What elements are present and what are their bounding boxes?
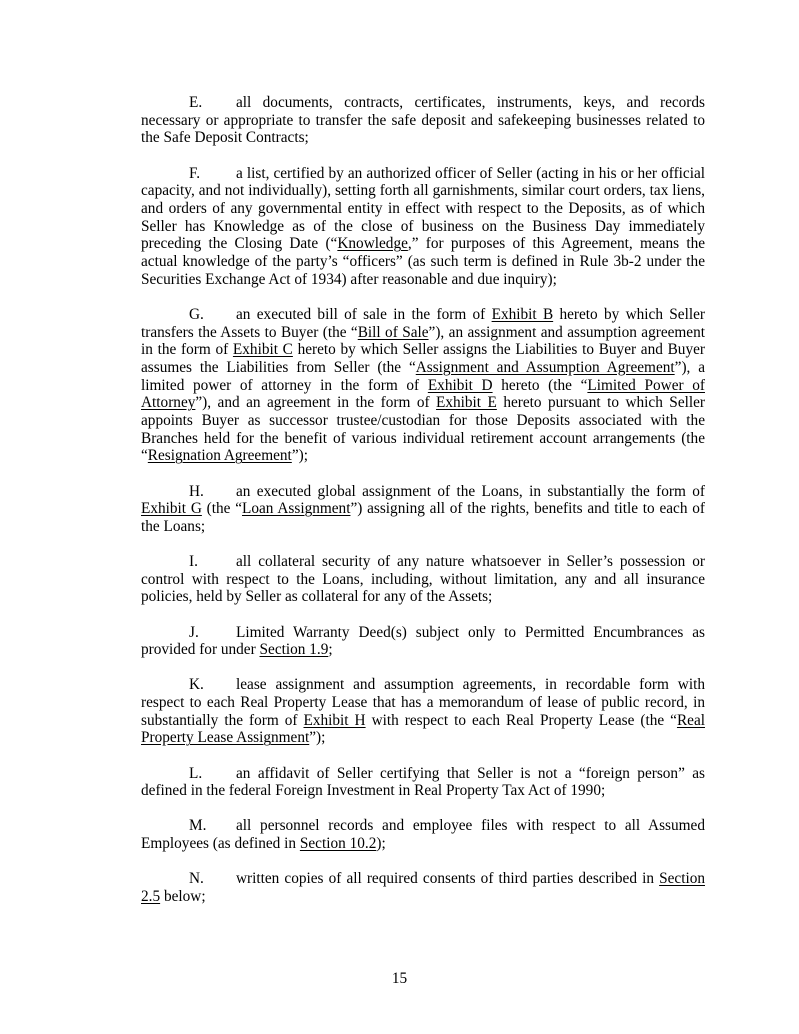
paragraph-text: ); — [376, 835, 386, 853]
exhibit-e-reference: Exhibit E — [436, 394, 497, 412]
paragraph-text: written copies of all required consents of third parties described in — [236, 870, 660, 888]
paragraph-letter: H. — [189, 482, 204, 500]
exhibit-d-reference: Exhibit D — [427, 376, 493, 394]
paragraph-k — [141, 676, 705, 747]
paragraph-g — [141, 306, 705, 465]
section-2-5-reference: Section 2.5 — [141, 870, 705, 905]
section-10-2-reference: Section 10.2 — [299, 835, 377, 853]
paragraph-letter: L. — [189, 764, 203, 782]
defined-term-resignation-agreement: Resignation Agreement — [147, 447, 292, 465]
defined-term-loan-assignment: Loan Assignment — [242, 500, 351, 518]
defined-term-limited-power-of-attorney: Limited Power of Attorney — [141, 376, 705, 412]
paragraph-text: ”), a limited power of attorney in the form of — [141, 358, 705, 394]
paragraph-text: all collateral security of any nature whatsoever in Seller’s possession or control with respect to the Loans, including, without limitation, any and all insurance policies, held by Seller as collateral for any of the Assets; — [141, 553, 705, 606]
paragraph-text: ”); — [309, 729, 326, 747]
paragraph-n — [141, 870, 705, 905]
paragraph-letter: J. — [189, 623, 199, 641]
paragraph-text: a list, certified by an authorized officer of Seller (acting in his or her official capacity, and not individually), setting forth all garnishments, similar court orders, tax liens, and orders of any governmental entity in effect with respect to the Deposits, as of which Seller has Knowledge as of the close of business on the Business Day immediately preceding the Closing Date (“ — [141, 164, 705, 253]
paragraph-letter: G. — [189, 305, 204, 323]
paragraph-text: ”), an assignment and assumption agreement in the form of — [141, 323, 705, 359]
paragraph-text: all documents, contracts, certificates, instruments, keys, and records necessary or appropriate to transfer the safe deposit and safekeeping businesses related to the Safe Deposit Contracts; — [141, 94, 705, 147]
document-body — [141, 94, 705, 923]
paragraph-text: with respect to each Real Property Lease (the “ — [365, 711, 677, 729]
paragraph-text: all personnel records and employee files with respect to all Assumed Employees (as defined in — [141, 817, 705, 853]
paragraph-text: an affidavit of Seller certifying that Seller is not a “foreign person” as defined in the federal Foreign Investment in Real Property Tax Act of 1990; — [141, 764, 705, 800]
paragraph-l — [141, 765, 705, 800]
paragraph-m — [141, 817, 705, 852]
exhibit-h-reference: Exhibit H — [303, 711, 366, 729]
paragraph-letter: E. — [189, 94, 203, 111]
paragraph-text: ”) assigning all of the rights, benefits and title to each of the Loans; — [141, 500, 705, 535]
paragraph-text: lease assignment and assumption agreements, in recordable form with respect to each Real Property Lease that has a memorandum of lease of public record, in substantially the form of — [141, 676, 705, 729]
exhibit-c-reference: Exhibit C — [232, 341, 293, 359]
paragraph-letter: M. — [189, 817, 207, 835]
paragraph-text: ”), and an agreement in the form of — [195, 394, 437, 412]
defined-term-assignment-assumption: Assignment and Assumption Agreement — [415, 358, 675, 376]
defined-term-bill-of-sale: Bill of Sale — [357, 323, 429, 341]
paragraph-f — [141, 165, 705, 289]
paragraph-text: Limited Warranty Deed(s) subject only to Permitted Encumbrances as provided for under — [141, 623, 705, 659]
defined-term-knowledge: Knowledge — [337, 235, 408, 253]
paragraph-text: (the “ — [201, 500, 242, 518]
section-1-9-reference: Section 1.9 — [259, 641, 329, 659]
paragraph-text: hereto by which Seller assigns the Liabilities to Buyer and Buyer assumes the Liabilities from Seller (the “ — [141, 341, 705, 376]
exhibit-b-reference: Exhibit B — [491, 305, 554, 323]
paragraph-text: an executed bill of sale in the form of — [236, 305, 492, 323]
paragraph-letter: F. — [189, 164, 201, 182]
paragraph-letter: K. — [189, 676, 204, 694]
page-number: 15 — [391, 970, 408, 987]
paragraph-text: hereto by which Seller transfers the Assets to Buyer (the “ — [141, 305, 705, 341]
paragraph-h — [141, 483, 705, 536]
paragraph-text: ; — [328, 641, 333, 659]
paragraph-text: ,” for purposes of this Agreement, means the actual knowledge of the party’s “officers” (as such term is defined in Rule 3b-2 under the Securities Exchange Act of 1934) after reasonable and due inquiry); — [141, 235, 706, 288]
paragraph-j — [141, 624, 705, 659]
exhibit-g-reference: Exhibit G — [141, 500, 202, 518]
defined-term-real-property-lease-assignment: Real Property Lease Assignment — [141, 711, 705, 747]
paragraph-text: hereto (the “ — [492, 376, 588, 394]
paragraph-text: an executed global assignment of the Loans, in substantially the form of — [236, 482, 705, 500]
paragraph-e — [141, 94, 705, 147]
paragraph-letter: N. — [189, 870, 204, 888]
paragraph-i — [141, 553, 705, 606]
paragraph-text: ”); — [291, 447, 308, 465]
paragraph-text: hereto pursuant to which Seller appoints Buyer as successor trustee/custodian for those Deposits associated with the Branches held for the benefit of various individual retirement account arrangements (the “ — [141, 394, 705, 465]
paragraph-text: below; — [160, 887, 206, 905]
paragraph-letter: I. — [189, 553, 198, 571]
